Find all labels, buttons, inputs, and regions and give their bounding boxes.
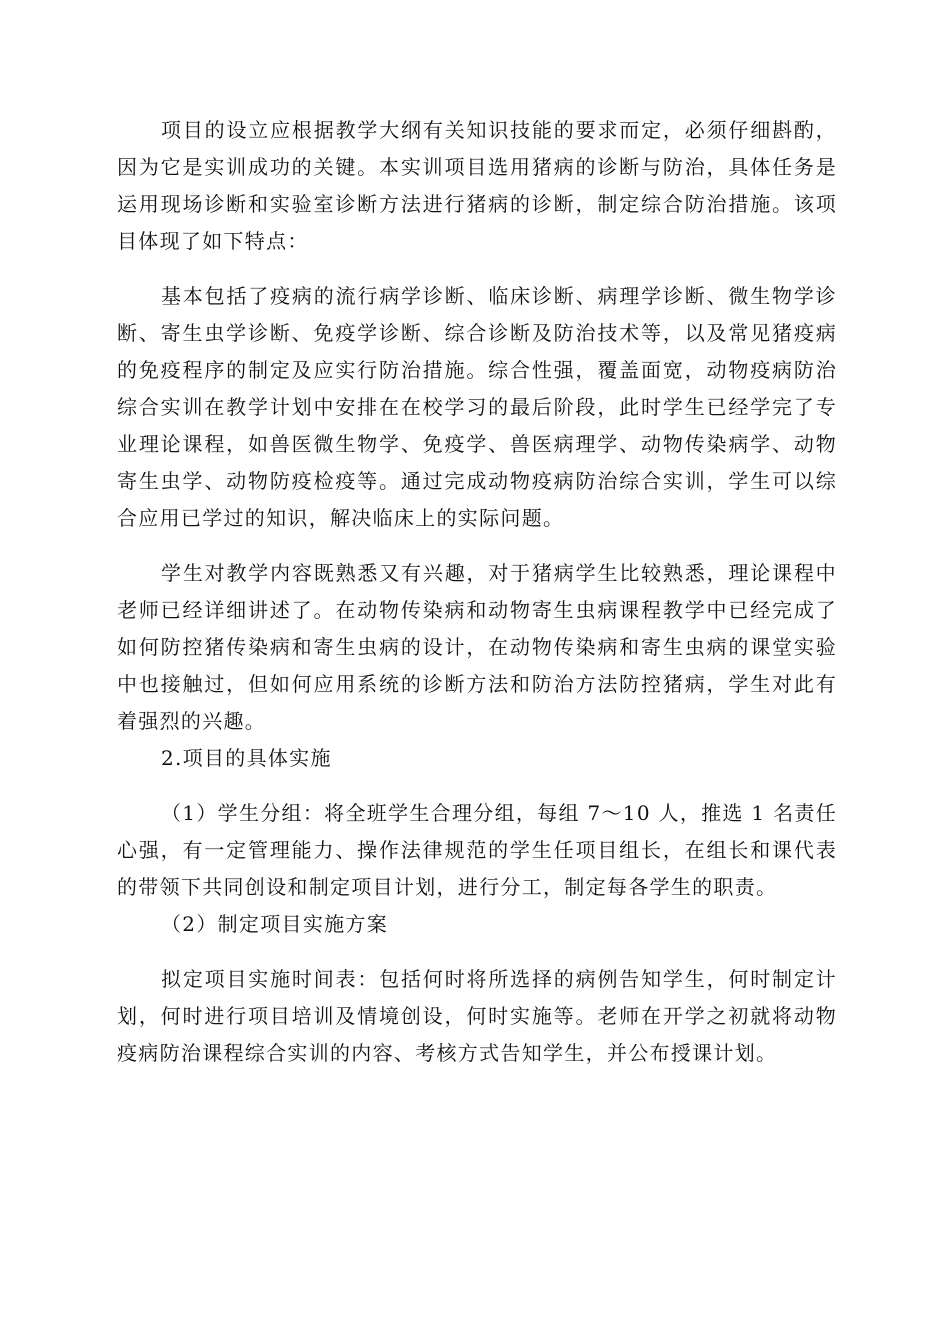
paragraph-schedule: 拟定项目实施时间表：包括何时将所选择的病例告知学生，何时制定计划，何时进行项目培训及情境创设，何时实施等。老师在开学之初就将动物疫病防治课程综合实训的内容、考核方式告知学生，并公布授课计划。 bbox=[117, 967, 837, 1065]
document-body bbox=[117, 112, 837, 1072]
paragraph-student-interest: 学生对教学内容既熟悉又有兴趣，对于猪病学生比较熟悉，理论课程中老师已经详细讲述了。在动物传染病和动物寄生虫病课程教学中已经完成了如何防控猪传染病和寄生虫病的设计，在动物传染病和寄生虫病的课堂实验中也接触过，但如何应用系统的诊断方法和防治方法防控猪病，学生对此有着强烈的兴趣。 bbox=[117, 561, 837, 733]
paragraph-project-setup: 项目的设立应根据教学大纲有关知识技能的要求而定，必须仔细斟酌，因为它是实训成功的关键。本实训项目选用猪病的诊断与防治，具体任务是运用现场诊断和实验室诊断方法进行猪病的诊断，制定综合防治措施。该项目体现了如下特点： bbox=[117, 118, 837, 253]
paragraph-comprehensive-coverage: 基本包括了疫病的流行病学诊断、临床诊断、病理学诊断、微生物学诊断、寄生虫学诊断、免疫学诊断、综合诊断及防治技术等，以及常见猪疫病的免疫程序的制定及应实行防治措施。综合性强，覆盖面宽，动物疫病防治综合实训在教学计划中安排在在校学习的最后阶段，此时学生已经学完了专业理论课程，如兽医微生物学、免疫学、兽医病理学、动物传染病学、动物寄生虫学、动物防疫检疫等。通过完成动物疫病防治综合实训，学生可以综合应用已学过的知识，解决临床上的实际问题。 bbox=[117, 284, 837, 530]
paragraph-student-grouping: （1）学生分组：将全班学生合理分组，每组 7～10 人，推选 1 名责任心强，有一定管理能力、操作法律规范的学生任项目组长，在组长和课代表的带领下共同创设和制定项目计划，进行分工，制定每各学生的职责。 bbox=[117, 801, 837, 899]
subheading-implementation-plan: （2）制定项目实施方案 bbox=[161, 912, 389, 936]
section-heading-implementation: 2.项目的具体实施 bbox=[161, 746, 332, 770]
